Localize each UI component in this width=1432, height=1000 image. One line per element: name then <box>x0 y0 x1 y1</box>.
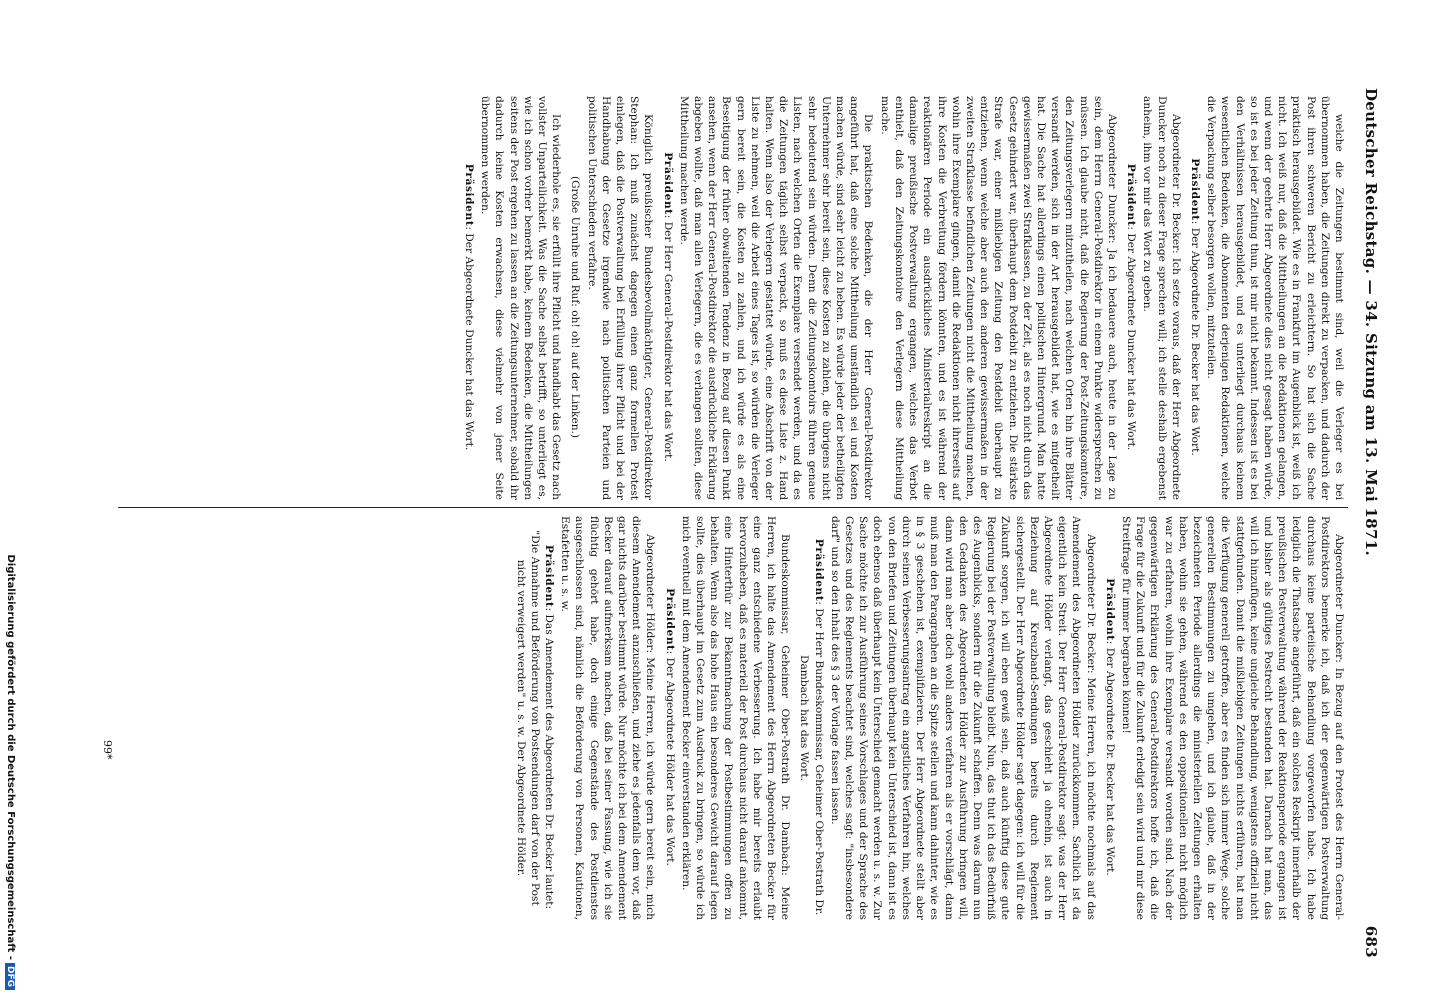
left-column <box>457 96 1346 500</box>
paragraph: Bundeskommissar, Geheimer Ober-Postrath Dr. Dambach: Meine Herren, ich halte das Amendement des Herrn Abgeordneten Becker für eine ganz entschiedene Verbesserung. Ich habe mir bereits erlaubt hervorzuheben, daß es materiell der Post durchaus nicht darauf ankommt, eine Hinterthür zur Bekanntmachung der Postbestimmungen offen zu behalten. Wenn also das hohe Haus ein besonderes Gewicht darauf legen sollte, dies überhaupt im Gesetz zum Ausdruck zu bringen, so würde ich mich eventuell mit dem Amendement Becker einverstanden erklären. <box>679 516 792 920</box>
page-header <box>1358 88 1380 958</box>
speaker-name: Präsident <box>1103 578 1116 641</box>
speaker-name: Präsident <box>1125 163 1138 227</box>
speaker-heading <box>462 96 476 500</box>
paragraph: Abgeordneter Duncker: In Bezug auf den Protest des Herrn General-Postdirektors bemerke ich, daß ich der gegenwärtigen Postverwaltung durchaus keine parteiische Behandlung vorgeworfen habe. Ich habe lediglich die Thatsache angeführt, daß ein solches Reskript innerhalb der preußischen Postverwaltung während der Reaktionsperiode ergangen ist und bisher als gültiges Postrecht bestanden hat. Darnach hat man, das will ich hinzufügen, keine ungleiche Behandlung, wenigstens offiziell nicht stattgefunden. Damit die mißliebigen Zeitungen nichts erführen, hat man die Verfügung generell getroffen, aber es finden sich immer Wege, solche generellen Bestimmungen zu umgehen, und ich glaube, daß in der bezeichneten Periode allerdings die ministeriellen Zeitungen erhalten haben, wohin sie gehen, während es den oppositionellen nicht möglich war zu erfahren, wohin ihre Exemplare versandt worden sind. Nach der gegenwärtigen Erklärung des General-Postdirektors hoffe ich, daß die Frage für die Zukunft und für die Zukunft erledigt sein wird und mir diese Streitfrage für immer begraben können! <box>1119 516 1345 920</box>
column-divider <box>118 507 1348 508</box>
speaker-heading <box>1103 516 1117 920</box>
interjection-note: (Große Unruhe und Ruf: oh! oh! auf der Linken.) <box>569 175 582 439</box>
speaker-heading <box>660 96 674 500</box>
speaker-name: Präsident <box>663 588 676 651</box>
speaker-heading <box>662 516 676 920</box>
paragraph: Abgeordneter Dr. Becker: Meine Herren, ich möchte nochmals auf das Amendement des Abgeordneten Hölder zurückkommen. Sachlich ist da eigentlich kein Streit. Der Herr General-Postdirektor sagt: was der Herr Abgeordnete Hölder verlangt, das geschieht ja ohnehin, ist auch in Beziehung auf Kreuzband-Sendungen bereits durch Reglement sichergestellt. Der Herr Abgeordnete Hölder sagt dagegen: ich will für die Zukunft sorgen, ich will eben gewiß sein, daß auch künftig diese gute Regierung bei der Postverwaltung bleibt. Nun, das thut ich das Bedürfniß des Augenblicks, sondern für die Zukunft schaffen. Denn was darum nun den Gedanken des Abgeordneten Hölder zur Ausführung bringen will, dann wird man aber doch wohl anders verfahren als er vorschlägt, dann muß man den Paragraphen an die Spitze stellen und kann dahinter, wie es in § 3 geschehen ist, exemplifizieren. Der Herr Abgeordnete stellt aber durch seinen Verbesserungsantrag ein angstliches Verfahren hin, welches von den Briefen und Zeitungen überhaupt kein Unterschied ist, dann ist es doch ebenso daß überhaupt kein Unterschied gemacht werden u. s. w. Zur Sache möchte ich zur Ausführung seines Vorschlages und der Sprache des Gesetzes und des Reglements beachtet sind, welches sagt: "insbesondere darf" und so den Inhalt des § 3 der Vorlage fassen lassen. <box>828 516 1097 920</box>
heading-text: : Der Abgeordnete Duncker hat das Wort. <box>463 226 476 451</box>
right-column <box>508 516 1346 920</box>
credit-text: Digitalisierung gefördert durch die Deutsche Forschungsgemeinschaft - <box>5 554 16 960</box>
digitization-credit <box>5 340 16 990</box>
heading-text: : Der Abgeordnete Dr. Becker hat das Wort. <box>1103 640 1116 876</box>
speaker-name: Präsident <box>661 152 674 215</box>
signature-mark: 99* <box>101 740 114 760</box>
running-head: Deutscher Reichstag. — 34. Sitzung am 13. Mai 1871. <box>1362 88 1380 556</box>
heading-text: : Das Amendement des Abgeordneten Dr. Becker lautet: "Die Annahme und Beförderung von Postsendungen darf von der Post nicht verweigert werden" u. s. w. Der Abgeordnete Hölder. <box>514 530 556 910</box>
paragraph: Abgeordneter Duncker: Ja ich bedauere auch, heute in der Lage zu sein, dem Herrn General-Postdirektor in einem Punkte widersprechen zu müssen. Ich glaube nicht, daß die Regierung der Post-Zeitungskomtoire, den Zeitungsverlegern mitzutheilen, nach welchen Orten hin ihre Blätter versandt werden, sich in der Art herausgebildet hat, wie es mitgetheilt hat. Die Sache hat allerdings einen politischen Hintergrund. Man hatte gewissermaßen zwei Strafklassen, zu der Zeit, als es noch nicht durch das Gesetz gehindert war, überhaupt dem Postdebit zu entziehen. Die stärkste Strafe war, einer mißliebigen Zeitung den Postdebit überhaupt zu entziehen, wenn welche aber auch den anderen gewissermaßen in der zweiten Strafklasse befindlichen Zeitungen nicht die Mittheilung machen, wohin ihre Exemplare gingen, damit die Redaktionen nicht ihrerseits auf ihre Kosten die Verbreitung fördern könnten, und es ist während der reaktionären Periode ein ausdrückliches Ministerialreskript an die damalige preußische Postverwaltung ergangen, welches das Verbot enthielt, daß den Zeitungskomtoire den Verlegern diese Mittheilung mache. <box>878 96 1118 500</box>
dfg-logo: DFG <box>5 963 15 990</box>
heading-text: : Der Abgeordnete Dr. Becker hat das Wort. <box>1188 220 1201 456</box>
speaker-name: Präsident <box>1188 158 1201 221</box>
heading-text: : Der Herr Bundeskommissar, Geheimer Ober-Postrath Dr. Dambach hat das Wort. <box>798 601 825 916</box>
speaker-name: Präsident <box>812 538 825 602</box>
paragraph: Ich wiederhole es, sie erfüllt ihre Pflicht und handhabt das Gesetz nach vollster Unparteilichkeit. Was die Sache selbst betrifft, so unterliegt es, wie ich schon vorher bemerkt habe, keinem Bedenken, die Mittheilungen seitens der Post ergehen zu lassen an die Zeitungsunternehmer, sobald ihr dadurch keine Kosten erwachsen, diese vielmehr von jener Seite übernommen werden. <box>479 96 563 500</box>
paragraph: Die praktischen Bedenken, die der Herr General-Postdirektor angeführt hat, daß eine solche Mittheilung umständlich sei und Kosten machen würde, sind sehr leicht zu heben. Es würde jeder der betheiligten Unternehmer sehr bereit sein, diese Kosten zu zahlen, die übrigens nicht sehr bedeutend sein würden. Denn die Zeitungskomtoirs führen genaue Listen, nach welchen Orten die Exemplare versendet werden, und da es die Zeitungen täglich selbst verpackt, so muß es diese Liste z. Hand halten. Wenn also der Verlegern gestattet würde, eine Abschrift von der Liste zu nehmen, weil die Arbeit eines Tages ist, so würden die Verleger gern bereit sein, die Kosten zu zahlen, und ich würde es als eine Beseitigung der früher obwaltenden Tendenz in Bezug auf diesen Punkt ansehen, wenn der Herr General-Postdirektor die ausdrückliche Erklärung abgeben wollte, daß man allen Verlegern, die es verlangen sollten, diese Mittheilung machen werde. <box>677 96 875 500</box>
paragraph: Abgeordneter Hölder: Meine Herren, ich würde gern bereit sein, mich diesem Amendement anzuschließen, und ziehe es jedenfalls dem vor, daß gar nichts darüber bestimmt würde. Nur möchte ich bei dem Amendement Becker darauf aufmerksam machen, daß bei seiner Fassung, wie ich sie flüchtig gehört habe, doch einige Gegenstände des Postdienstes ausgeschlossen sind, nämlich die Beförderung von Personen, Kautionen, Estafetten u. s. w. <box>559 516 657 920</box>
paragraph: Abgeordneter Dr. Becker: Ich setze voraus, daß der Herr Abgeordnete Duncker noch zu dieser Frage sprechen will; ich stelle deshalb ergebenst anheim, ihm vor mir das Wort zu geben. <box>1141 96 1182 500</box>
page-number: 683 <box>1362 925 1380 958</box>
speaker-heading <box>1124 96 1138 500</box>
paragraph: Königlich preußischer Bundesbevollmächtigter, General-Postdirektor Stephan: Ich muß zunächst dagegen einen ganz formellen Protest einlegen, daß die Postverwaltung bei Erfüllung ihrer Pflicht und bei der Handhabung der Gesetze irgendwie nach politischen Parteien und politischen Unterschieden verfahre. <box>585 96 655 500</box>
heading-text: : Der Herr General-Postdirektor hat das Wort. <box>661 214 674 462</box>
speaker-name: Präsident <box>543 544 556 608</box>
heading-text: : Der Abgeordnete Hölder hat das Wort. <box>663 650 676 866</box>
speaker-name: Präsident <box>463 163 476 227</box>
speaker-heading <box>797 516 825 920</box>
speaker-heading <box>1188 96 1202 500</box>
paragraph: welche die Zeitungen bestimmt sind, weil die Verleger es bei übernommen haben, die Zeitungen direkt zu verpacken, und dadurch der Post ihren schweren Bericht zu erleichtern. So hat sich die Sache praktisch herausgebildet. Wie es in Frankfurt im Augenblick ist, weiß ich nicht. Ich weiß nur, daß die Mittheilungen an die Redaktionen gelangen, und wenn der geehrte Herr Abgeordnete dies nicht gesagt haben würde, so ist es bei jeder Zeitung thun, ist mir nicht bekannt. Indessen ist es bei den Verhältnissen herausgebildet, und es unterliegt durchaus keinem wesentlichen Bedenken, die Abonnenten derjenigen Redaktionen, welche die Verpackung selber besorgen wollen, mitzuteilen. <box>1205 96 1345 500</box>
speaker-heading <box>513 516 556 920</box>
heading-text: : Der Abgeordnete Duncker hat das Wort. <box>1125 226 1138 451</box>
